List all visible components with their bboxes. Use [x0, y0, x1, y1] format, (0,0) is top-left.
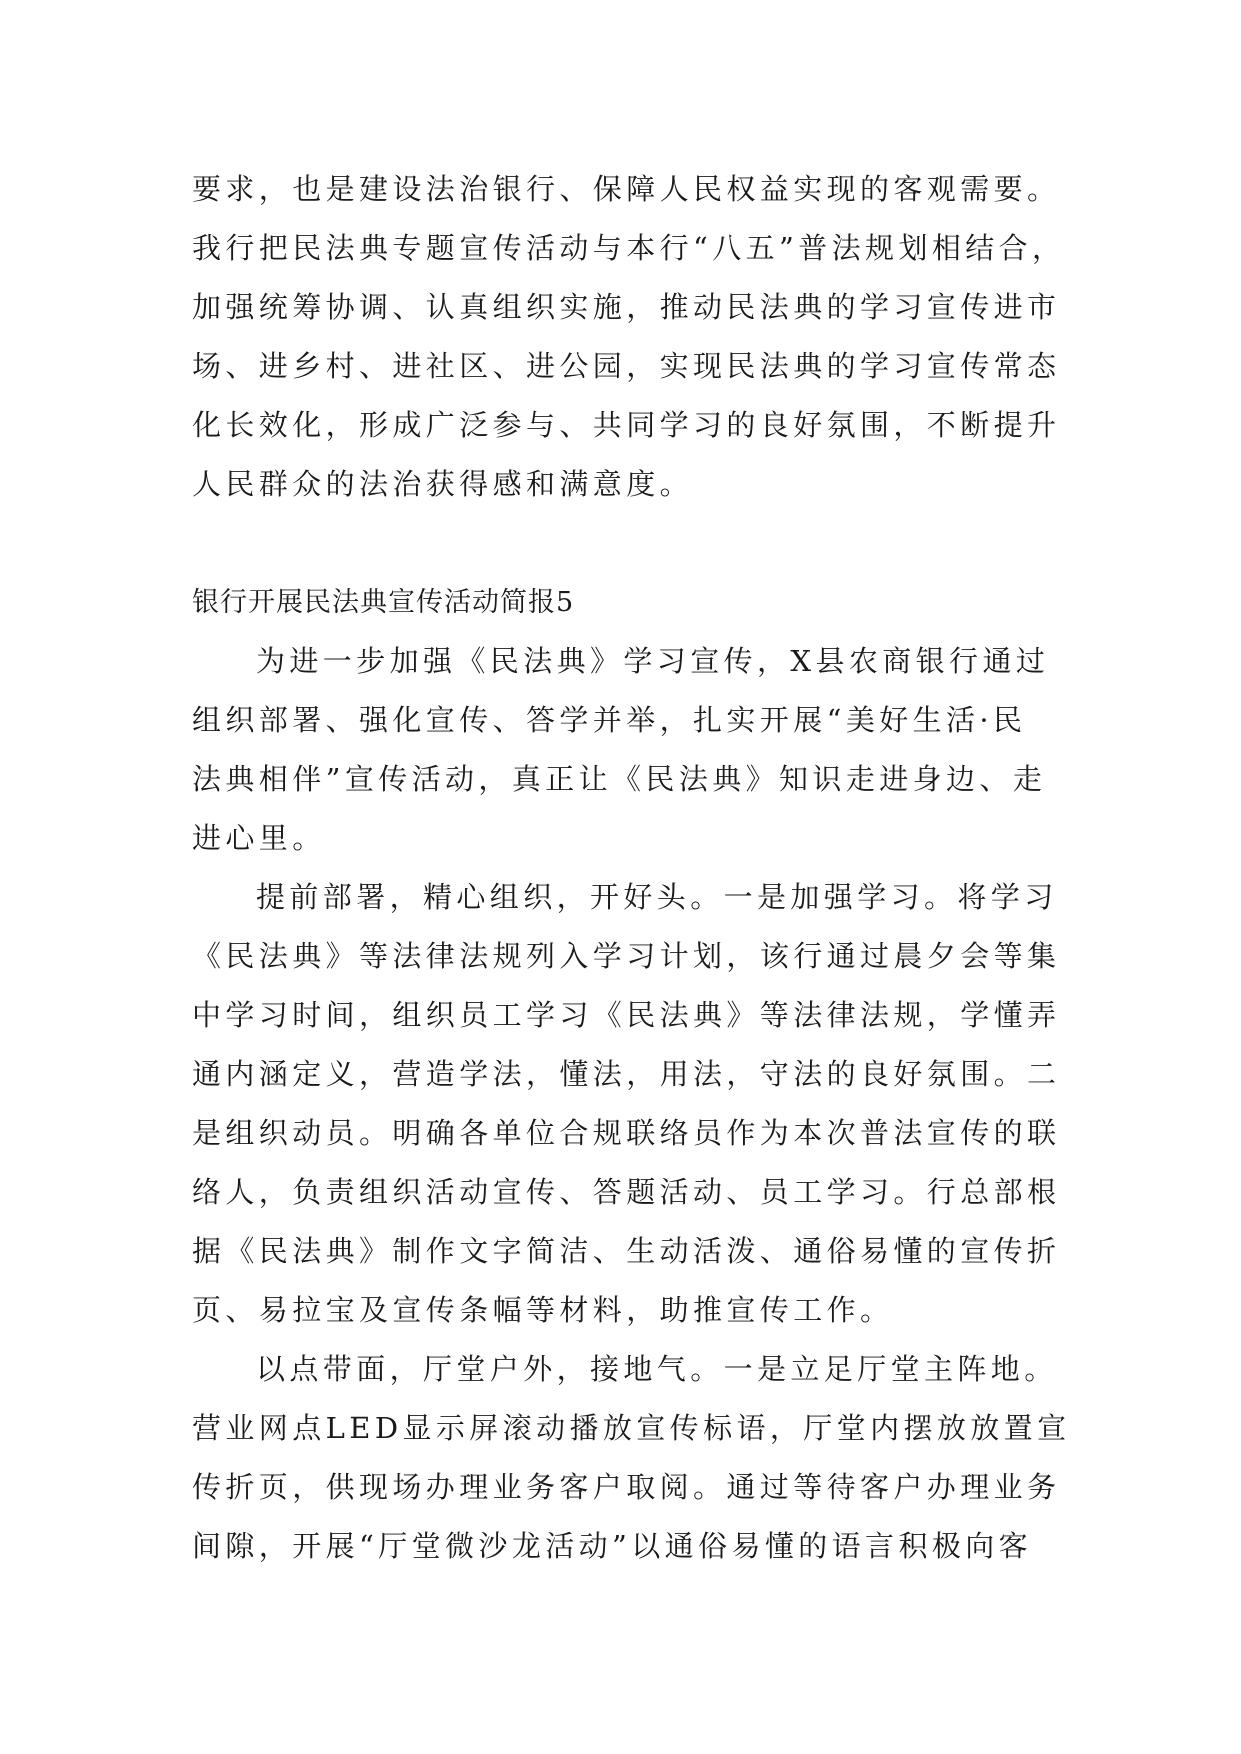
- text-line: 要求，也是建设法治银行、保障人民权益实现的客观需要。: [192, 172, 1061, 206]
- text-line: 以点带面，厅堂户外，接地气。一是立足厅堂主阵地。: [256, 1352, 1058, 1386]
- text-line: 我行把民法典专题宣传活动与本行“八五”普法规划相结合，: [192, 231, 1066, 265]
- text-line: 间隙，开展“厅堂微沙龙活动”以通俗易懂的语言积极向客: [192, 1529, 1033, 1563]
- text-line: 中学习时间，组织员工学习《民法典》等法律法规，学懂弄: [192, 998, 1061, 1032]
- text-line: 组织部署、强化宣传、答学并举，扎实开展“美好生活·民: [192, 703, 1027, 737]
- paragraph-4: [192, 1340, 1071, 1576]
- text-line: 法典相伴”宣传活动，真正让《民法典》知识走进身边、走: [192, 762, 1047, 796]
- paragraph-1: [192, 160, 1066, 514]
- text-line: 据《民法典》制作文字简洁、生动活泼、通俗易懂的宣传折: [192, 1234, 1061, 1268]
- text-line: 传折页，供现场办理业务客户取阅。通过等待客户办理业务: [192, 1470, 1061, 1504]
- text-line: 通内涵定义，营造学法，懂法，用法，守法的良好氛围。二: [192, 1057, 1061, 1091]
- text-line: 络人，负责组织活动宣传、答题活动、员工学习。行总部根: [192, 1175, 1061, 1209]
- text-line: 是组织动员。明确各单位合规联络员作为本次普法宣传的联: [192, 1116, 1061, 1150]
- document-body: [192, 160, 1071, 1576]
- text-line: 进心里。: [192, 821, 326, 855]
- text-line: 营业网点LED显示屏滚动播放宣传标语，厅堂内摆放放置宣: [192, 1411, 1071, 1445]
- text-line: 加强统筹协调、认真组织实施，推动民法典的学习宣传进市: [192, 290, 1061, 324]
- text-line: 提前部署，精心组织，开好头。一是加强学习。将学习: [256, 880, 1058, 914]
- text-line: 化长效化，形成广泛参与、共同学习的良好氛围，不断提升: [192, 408, 1061, 442]
- text-line: 《民法典》等法律法规列入学习计划，该行通过晨夕会等集: [192, 939, 1061, 973]
- text-line: 场、进乡村、进社区、进公园，实现民法典的学习宣传常态: [192, 349, 1061, 383]
- text-line: 人民群众的法治获得感和满意度。: [192, 467, 694, 501]
- text-line: 为进一步加强《民法典》学习宣传，X县农商银行通过: [256, 644, 1050, 678]
- section-title: 银行开展民法典宣传活动简报5: [192, 587, 575, 618]
- paragraph-3: [192, 868, 1061, 1340]
- paragraph-2: [192, 632, 1052, 868]
- text-line: 页、易拉宝及宣传条幅等材料，助推宣传工作。: [192, 1293, 894, 1327]
- blank-line: [192, 514, 1052, 573]
